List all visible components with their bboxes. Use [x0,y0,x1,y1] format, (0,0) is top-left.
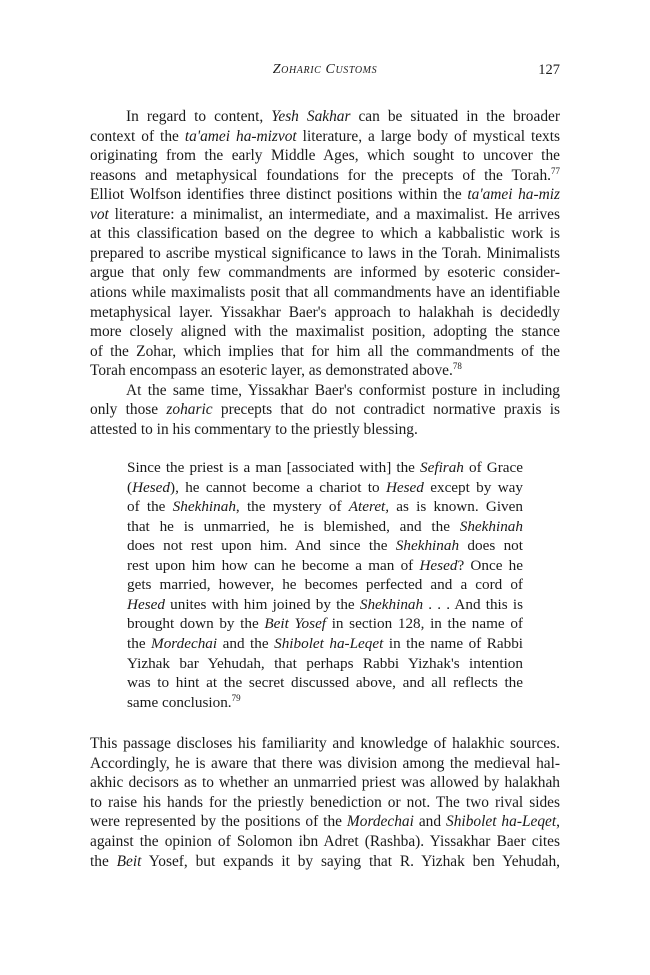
italic-text: Ateret, [348,498,390,516]
text-run: precepts that do not contradict normative praxis is [212,401,561,419]
text-run: does not rest upon him. And since the [127,537,396,555]
paragraph-line [90,400,560,420]
paragraph-line [90,832,560,852]
italic-text: Shekhinah [172,498,236,516]
text-run: argue that only few commandments are informed by esoteric consider- [90,264,560,282]
text-run: ? Once he [457,556,523,574]
text-run: unites with him joined by the [164,595,360,613]
text-run: same conclusion. [127,693,232,711]
paragraph-line [90,812,560,832]
text-run: Since the priest is a man [associated with] the [127,459,421,476]
text-run: ( [127,478,133,496]
italic-text: Hesed [132,478,171,496]
text-run: in section 128, in the name of [326,615,523,633]
italic-text: Yesh Sakhar [271,108,351,125]
quote-line [127,654,523,674]
quote-line [127,458,523,478]
text-run: , the mystery of [235,498,349,516]
paragraph-line [90,361,560,381]
quote-line [127,497,523,517]
footnote-ref: 77 [551,165,560,176]
text-run: does not [459,537,523,555]
paragraph-line [90,420,560,440]
text-run: , [556,813,560,831]
italic-text: vot [90,205,109,223]
italic-text: Shibolet ha-Leqet [446,813,557,831]
quote-line [127,517,523,537]
text-run: Accordingly, he is aware that there was division among the medieval hal- [90,754,560,772]
italic-text: ta'amei ha-miz [467,186,560,204]
text-run: of the Zohar, which implies that for him all the commandments of the [90,342,560,360]
text-run: context of the [90,127,185,145]
italic-text: Hesed [127,595,165,613]
text-run: and the [217,634,275,652]
text-run: to raise his hands for the priestly benediction or not. The two rival sides [90,793,560,811]
text-run: literature: a minimalist, an intermediate, and a maximalist. He arrives [108,205,560,223]
quote-line [127,478,523,498]
paragraph-line [90,322,560,342]
paragraph-line [90,852,560,872]
italic-text: Shekhinah [395,537,460,555]
text-run: brought down by the [127,615,265,633]
text-run: At the same time, Yissakhar Baer's conformist posture in including [126,381,560,399]
paragraph-line [126,381,560,401]
quote-line [127,575,523,595]
text-run: . . . And this is [423,595,524,613]
text-run: reasons and metaphysical foundations for the precepts of the Torah. [90,166,551,184]
quote-line [127,556,523,576]
footnote-ref: 78 [452,361,462,372]
text-run: In regard to content, [126,108,272,125]
quote-line [127,595,523,615]
text-run: ), he cannot become a chariot to [170,478,386,496]
text-run: and [413,813,447,831]
paragraph-line [90,303,560,323]
italic-text: ta'amei ha-mizvot [184,127,297,145]
paragraph-line [90,244,560,264]
paragraph-line [90,205,560,225]
text-run: the [127,634,152,652]
text-run: Yosef, but expands it by saying that R. Yizhak ben Yehudah, [141,852,560,870]
text-run: of the [127,498,173,516]
italic-text: Hesed [419,556,458,574]
paragraph-line [90,127,560,147]
text-run: only those [90,401,167,419]
text-run: Torah encompass an esoteric layer, as demonstrated above. [90,362,453,380]
text-run: the [90,852,117,870]
italic-text: Shibolet ha-Leqet [274,634,384,652]
paragraph-line [90,263,560,283]
paragraph-line [90,224,560,244]
running-header [90,62,560,82]
text-run: ations while maximalists posit that all commandments have an identifiable [90,283,560,301]
text-run: This passage discloses his familiarity and knowledge of halakhic sources. [90,735,560,752]
paragraph-line [90,793,560,813]
text-run: literature, a large body of mystical texts [296,127,561,145]
paragraph-line [90,146,560,166]
italic-text: Shekhinah [359,595,424,613]
running-title: Zoharic Customs [272,62,378,77]
text-run: metaphysical layer. Yissakhar Baer's approach to halakhah is decidedly [90,303,560,321]
quote-line [127,634,523,654]
paragraph-line [90,773,560,793]
text-run: gets married, however, he becomes perfected and a cord of [127,576,523,594]
text-run: Elliot Wolfson identifies three distinct positions within the [90,186,468,204]
text-run: except by way [423,478,524,496]
text-run: that he is unmarried, he is blemished, and the [127,517,460,535]
quote-line [127,536,523,556]
text-run: more closely aligned with the maximalist position, adopting the stance [90,323,560,341]
text-run: as is known. Given [389,498,523,516]
paragraph-line [126,107,560,127]
text-run: in the name of Rabbi [383,634,524,652]
quote-line [127,614,523,634]
text-run: were represented by the positions of the [90,813,347,831]
text-run: was to hint at the secret discussed above, and all reflects the [127,674,523,692]
text-run: against the opinion of Solomon ibn Adret (Rashba). Yissakhar Baer cites [90,833,560,850]
paragraph-line [90,166,560,186]
text-run: akhic decisors as to whether an unmarried priest was allowed by halakhah [90,774,560,792]
italic-text: Beit [116,852,142,870]
italic-text: Mordechai [151,634,218,652]
italic-text: Shekhinah [459,517,523,535]
paragraph-line [90,283,560,303]
paragraph-line [90,185,560,205]
paragraph-line [90,734,560,754]
quote-line [127,693,523,713]
text-run: Yizhak bar Yehudah, that perhaps Rabbi Yizhak's intention [127,654,523,672]
paragraph-line [90,342,560,362]
text-run: of Grace [463,459,524,476]
footnote-ref: 79 [231,692,241,703]
text-run: prepared to ascribe mystical significance to laws in the Torah. Minimalists [90,244,560,262]
text-run: at this classification based on the degree to which a kabbalistic work is [90,225,560,243]
page-number: 127 [538,62,560,78]
quote-line [127,673,523,693]
text-run: can be situated in the broader [350,108,560,125]
paragraph-line [90,754,560,774]
italic-text: Beit Yosef [264,615,327,633]
text-run: attested to in his commentary to the priestly blessing. [90,420,418,438]
italic-text: Mordechai [346,813,414,831]
italic-text: zoharic [166,401,213,419]
italic-text: Hesed [385,478,424,496]
italic-text: Sefirah [420,459,464,476]
text-run: rest upon him how can he become a man of [127,556,420,574]
text-run: originating from the early Middle Ages, which sought to uncover the [90,147,560,165]
